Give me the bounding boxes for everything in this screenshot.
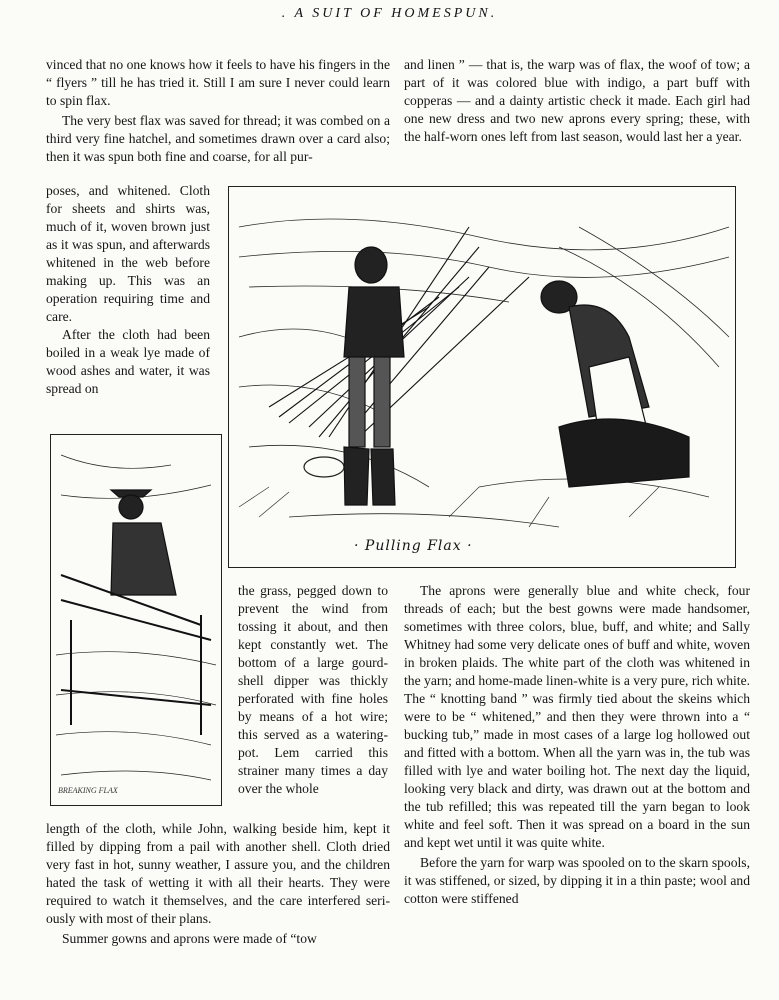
paragraph: length of the cloth, while John, walking beside him, kept it filled by dipping from a pail with another shell. Cloth dried very fast in hot, sunny weather, I assure you, and the children hated the task of wetting it with all their hearts. They were required to watch it themselves, and the care interfered seriously with most of their plans. xyxy=(46,821,390,926)
left-column-narrow xyxy=(46,182,210,398)
paragraph: the grass, pegged down to prevent the wind from tossing it about, and then kept constantly wet. The bottom of a large gourd-shell dipper was thickly perforated with fine holes by means of a hot wire; this served as a watering-pot. Lem carried this strainer many times a day over the whole xyxy=(238,583,388,796)
pulling-flax-illustration xyxy=(228,186,736,568)
paragraph: After the cloth had been boiled in a weak lye made of wood ashes and water, it was spread on xyxy=(46,327,210,396)
left-column-top xyxy=(46,56,390,166)
paragraph: poses, and whitened. Cloth for sheets and shirts was, much of it, woven brown just as it was spun, and afterwards whitened in the web before making up. This was an operation requiring time and care. xyxy=(46,183,210,324)
pulling-flax-drawing xyxy=(229,187,735,567)
paragraph: vinced that no one knows how it feels to have his fingers in the “ flyers ” till he has tried it. Still I am sure I never could learn to spin flax. xyxy=(46,57,390,108)
breaking-flax-illustration xyxy=(50,434,222,806)
middle-column-narrow xyxy=(238,582,388,798)
paragraph: The aprons were generally blue and white check, four threads of each; but the best gowns were made handsomer, sometimes with three colors, blue, buff, and white; and Sally Whitney had some very delicate ones of buff and white, woven in broken plaids. The white part of the cloth was whitened in the yarn; and home-made linen-white is a very pure, rich white. The “ knotting band ” was firmly tied about the skeins which were to be “ whitened,” and then they were thrown into a “ bucking tub,” made in most cases of a large log hollowed out and fitted with a bottom. When all the yarn was in, the tub was filled with lye and water boiling hot. The next day the liquid, looking very black and dirty, was drawn out at the bottom and the tub refilled; this was repeated till the yarn began to look white and feel soft. Then it was spread on a board in the sun and kept wet until it was quite white. xyxy=(404,583,750,850)
left-column-bottom xyxy=(46,820,390,948)
right-column-top xyxy=(404,56,750,146)
paragraph: Summer gowns and aprons were made of “tow xyxy=(62,931,317,946)
paragraph: and linen ” — that is, the warp was of flax, the woof of tow; a part of it was colored blue with indigo, a part buff with copperas — and a dainty artistic check it made. Each girl had one new dress and two new aprons every spring; these, with the half-worn ones left from last season, would last her a year. xyxy=(404,57,750,144)
figure-caption: · Pulling Flax · xyxy=(350,538,477,554)
breaking-flax-drawing xyxy=(51,435,221,805)
paragraph: The very best flax was saved for thread; it was combed on a third very fine hatchel, and sometimes drawn over a card also; then it was spun both fine and coarse, for all pur- xyxy=(46,113,390,164)
artist-signature: BREAKING FLAX xyxy=(58,786,118,795)
paragraph: Before the yarn for warp was spooled on to the skarn spools, it was stiffened, or sized, by dipping it in a thin paste; wool and cotton were stiffened xyxy=(404,855,750,906)
right-column-bottom xyxy=(404,582,750,908)
running-header: . A SUIT OF HOMESPUN. xyxy=(281,6,498,21)
